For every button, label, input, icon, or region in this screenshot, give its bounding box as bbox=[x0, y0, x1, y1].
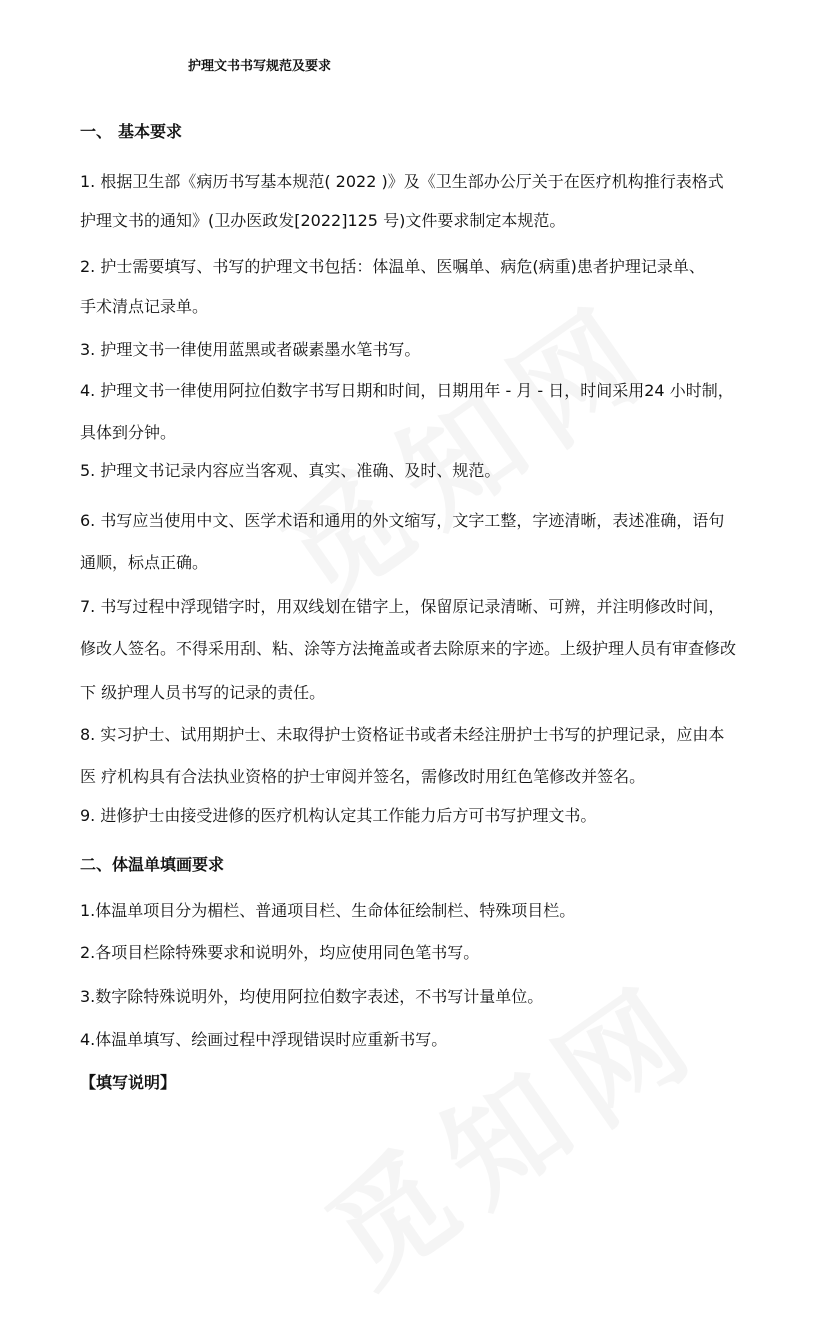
paragraph-line: 下 级护理人员书写的记录的责任。 bbox=[80, 683, 326, 702]
paragraph-line: 9. 进修护士由接受进修的医疗机构认定其工作能力后方可书写护理文书。 bbox=[80, 806, 597, 825]
paragraph-line: 6. 书写应当使用中文、医学术语和通用的外文缩写，文字工整，字迹清晰，表述准确，语句 bbox=[80, 511, 725, 530]
paragraph-line: 具体到分钟。 bbox=[80, 423, 177, 442]
paragraph-line: 2.各项目栏除特殊要求和说明外，均应使用同色笔书写。 bbox=[80, 943, 480, 962]
paragraph-line: 医 疗机构具有合法执业资格的护士审阅并签名，需修改时用红色笔修改并签名。 bbox=[80, 767, 646, 786]
paragraph-line: 护理文书的通知》(卫办医政发[2022]125 号)文件要求制定本规范。 bbox=[80, 211, 566, 230]
paragraph-line: 5. 护理文书记录内容应当客观、真实、准确、及时、规范。 bbox=[80, 461, 501, 480]
fill-instructions-heading: 【填写说明】 bbox=[80, 1073, 177, 1092]
watermark bbox=[244, 255, 687, 637]
section-2-heading: 二、体温单填画要求 bbox=[80, 855, 225, 874]
section-1-heading bbox=[80, 122, 182, 142]
document-title: 护理文书书写规范及要求 bbox=[188, 59, 332, 74]
section-1-number: 一、 bbox=[80, 122, 113, 141]
section-1-title: 基本要求 bbox=[118, 122, 183, 141]
paragraph-line: 3.数字除特殊说明外，均使用阿拉伯数字表述，不书写计量单位。 bbox=[80, 987, 544, 1006]
paragraph-line: 7. 书写过程中浮现错字时，用双线划在错字上，保留原记录清晰、可辨，并注明修改时间， bbox=[80, 597, 725, 616]
paragraph-line: 1. 根据卫生部《病历书写基本规范( 2022 )》及《卫生部办公厅关于在医疗机构推行表格式 bbox=[80, 172, 724, 191]
paragraph-line: 修改人签名。不得采用刮、粘、涂等方法掩盖或者去除原来的字迹。上级护理人员有审查修改 bbox=[80, 639, 737, 658]
paragraph-line: 8. 实习护士、试用期护士、未取得护士资格证书或者未经注册护士书写的护理记录，应由本 bbox=[80, 725, 725, 744]
paragraph-line: 通顺，标点正确。 bbox=[80, 553, 209, 572]
paragraph-line: 4.体温单填写、绘画过程中浮现错误时应重新书写。 bbox=[80, 1030, 448, 1049]
paragraph-line: 1.体温单项目分为楣栏、普通项目栏、生命体征绘制栏、特殊项目栏。 bbox=[80, 901, 576, 920]
paragraph-line: 手术清点记录单。 bbox=[80, 297, 209, 316]
paragraph-line: 4. 护理文书一律使用阿拉伯数字书写日期和时间，日期用年 - 月 - 日，时间采用24 小时制， bbox=[80, 381, 734, 400]
paragraph-line: 2. 护士需要填写、书写的护理文书包括：体温单、医嘱单、病危(病重)患者护理记录单、 bbox=[80, 257, 705, 276]
paragraph-line: 3. 护理文书一律使用蓝黑或者碳素墨水笔书写。 bbox=[80, 340, 421, 359]
